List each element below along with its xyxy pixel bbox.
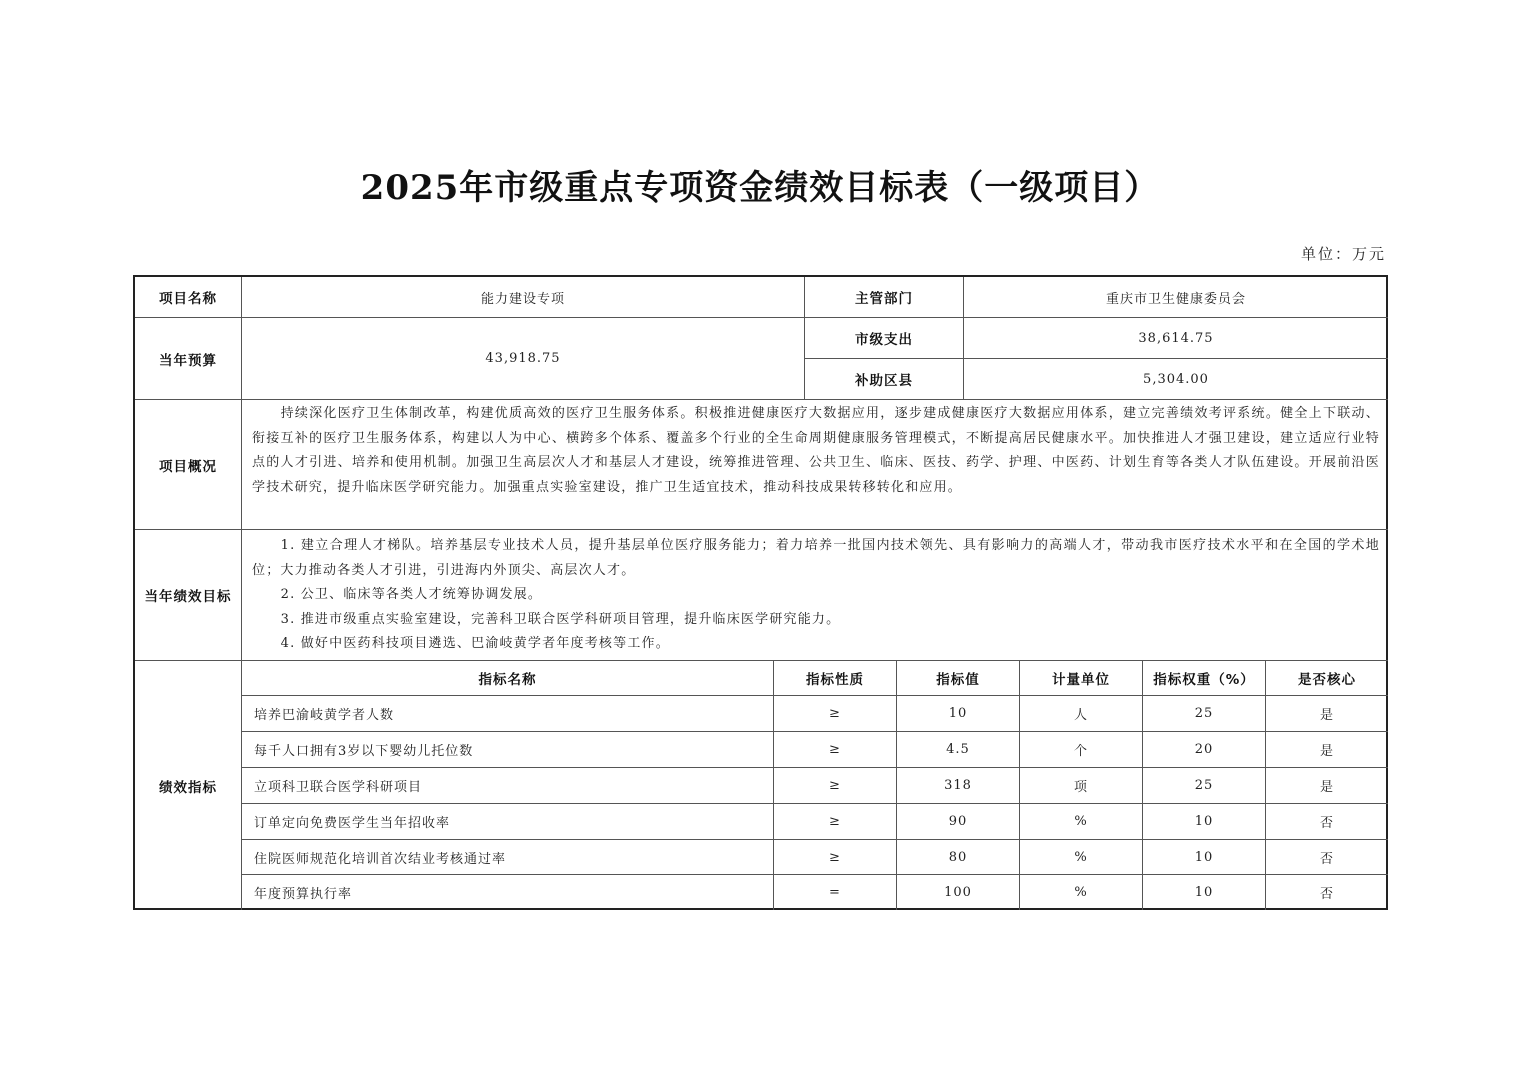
indicator-core: 否 bbox=[1266, 804, 1388, 840]
project-name-value: 能力建设专项 bbox=[242, 277, 805, 318]
goals-text bbox=[242, 530, 1388, 661]
indicator-weight: 10 bbox=[1143, 875, 1266, 910]
indicator-header-unit: 计量单位 bbox=[1020, 661, 1143, 696]
city-expense-label: 市级支出 bbox=[805, 318, 964, 359]
indicator-value: 80 bbox=[897, 840, 1020, 875]
indicator-unit: % bbox=[1020, 804, 1143, 840]
indicator-value: 100 bbox=[897, 875, 1020, 910]
indicator-name: 年度预算执行率 bbox=[242, 875, 774, 910]
indicator-nature: ≥ bbox=[774, 732, 897, 768]
city-expense-value: 38,614.75 bbox=[964, 318, 1388, 359]
indicator-value: 4.5 bbox=[897, 732, 1020, 768]
indicator-nature: ≥ bbox=[774, 840, 897, 875]
unit-label: 单位：万元 bbox=[1300, 245, 1386, 263]
indicator-value: 10 bbox=[897, 696, 1020, 732]
indicator-weight: 25 bbox=[1143, 696, 1266, 732]
indicator-unit: 人 bbox=[1020, 696, 1143, 732]
indicator-core: 是 bbox=[1266, 696, 1388, 732]
project-name-label: 项目名称 bbox=[135, 277, 242, 318]
department-value: 重庆市卫生健康委员会 bbox=[964, 277, 1388, 318]
indicator-weight: 10 bbox=[1143, 840, 1266, 875]
budget-label: 当年预算 bbox=[135, 318, 242, 400]
indicator-value: 90 bbox=[897, 804, 1020, 840]
indicator-core: 否 bbox=[1319, 887, 1334, 902]
department-label: 主管部门 bbox=[805, 277, 964, 318]
indicator-unit: 项 bbox=[1020, 768, 1143, 804]
indicator-header-core: 是否核心 bbox=[1266, 661, 1388, 696]
performance-table bbox=[133, 275, 1388, 910]
county-subsidy-label: 补助区县 bbox=[805, 359, 964, 400]
overview-paragraph: 持续深化医疗卫生体制改革，构建优质高效的医疗卫生服务体系。积极推进健康医疗大数据应用，逐步建成健康医疗大数据应用体系，建立完善绩效考评系统。健全上下联动、衔接互补的医疗卫生服务体系，构建以人为中心、横跨多个体系、覆盖多个行业的全生命周期健康服务管理模式，不断提高居民健康水平。加快推进人才强卫建设，建立适应行业特点的人才引进、培养和使用机制。加强卫生高层次人才和基层人才建设，统筹推进管理、公共卫生、临床、医技、药学、护理、中医药、计划生育等各类人才队伍建设。开展前沿医学技术研究，提升临床医学研究能力。加强重点实验室建设，推广卫生适宜技术，推动科技成果转移转化和应用。 bbox=[252, 406, 1380, 495]
indicator-name: 立项科卫联合医学科研项目 bbox=[242, 768, 774, 804]
indicator-weight: 20 bbox=[1143, 732, 1266, 768]
indicator-weight: 25 bbox=[1143, 768, 1266, 804]
indicator-header-weight: 指标权重（%） bbox=[1143, 661, 1266, 696]
indicator-weight: 10 bbox=[1143, 804, 1266, 840]
goals-label: 当年绩效目标 bbox=[135, 530, 242, 661]
overview-text bbox=[242, 400, 1388, 530]
goal-item: 4. 做好中医药科技项目遴选、巴渝岐黄学者年度考核等工作。 bbox=[280, 636, 670, 651]
indicator-header-name: 指标名称 bbox=[242, 661, 774, 696]
indicator-unit: % bbox=[1020, 840, 1143, 875]
overview-label: 项目概况 bbox=[135, 400, 242, 530]
indicator-name: 订单定向免费医学生当年招收率 bbox=[242, 804, 774, 840]
indicator-core: 否 bbox=[1266, 840, 1388, 875]
indicators-label: 绩效指标 bbox=[135, 661, 242, 910]
indicator-nature: ≥ bbox=[774, 804, 897, 840]
indicator-name: 每千人口拥有3岁以下婴幼儿托位数 bbox=[242, 732, 774, 768]
indicator-unit: % bbox=[1020, 875, 1143, 910]
indicator-name: 培养巴渝岐黄学者人数 bbox=[242, 696, 774, 732]
goal-item: 3. 推进市级重点实验室建设，完善科卫联合医学科研项目管理，提升临床医学研究能力。 bbox=[280, 611, 841, 627]
indicator-nature: ≥ bbox=[774, 768, 897, 804]
indicator-value: 318 bbox=[897, 768, 1020, 804]
indicator-unit: 个 bbox=[1020, 732, 1143, 768]
goal-item: 2. 公卫、临床等各类人才统筹协调发展。 bbox=[280, 587, 543, 602]
indicator-name: 住院医师规范化培训首次结业考核通过率 bbox=[242, 840, 774, 875]
goal-item: 1. 建立合理人才梯队。培养基层专业技术人员，提升基层单位医疗服务能力；着力培养一批国内技术领先、具有影响力的高端人才，带动我市医疗技术水平和在全国的学术地位；大力推动各类人才引进，引进海内外顶尖、高层次人才。 bbox=[252, 538, 1380, 578]
indicator-nature: ≥ bbox=[774, 696, 897, 732]
page-title: 2025年市级重点专项资金绩效目标表（一级项目） bbox=[360, 168, 1160, 208]
indicator-core: 是 bbox=[1266, 768, 1388, 804]
indicator-nature: = bbox=[774, 875, 897, 910]
indicator-header-nature: 指标性质 bbox=[774, 661, 897, 696]
indicator-core: 是 bbox=[1266, 732, 1388, 768]
budget-value: 43,918.75 bbox=[242, 318, 805, 400]
indicator-header-value: 指标值 bbox=[897, 661, 1020, 696]
county-subsidy-value: 5,304.00 bbox=[964, 359, 1388, 400]
